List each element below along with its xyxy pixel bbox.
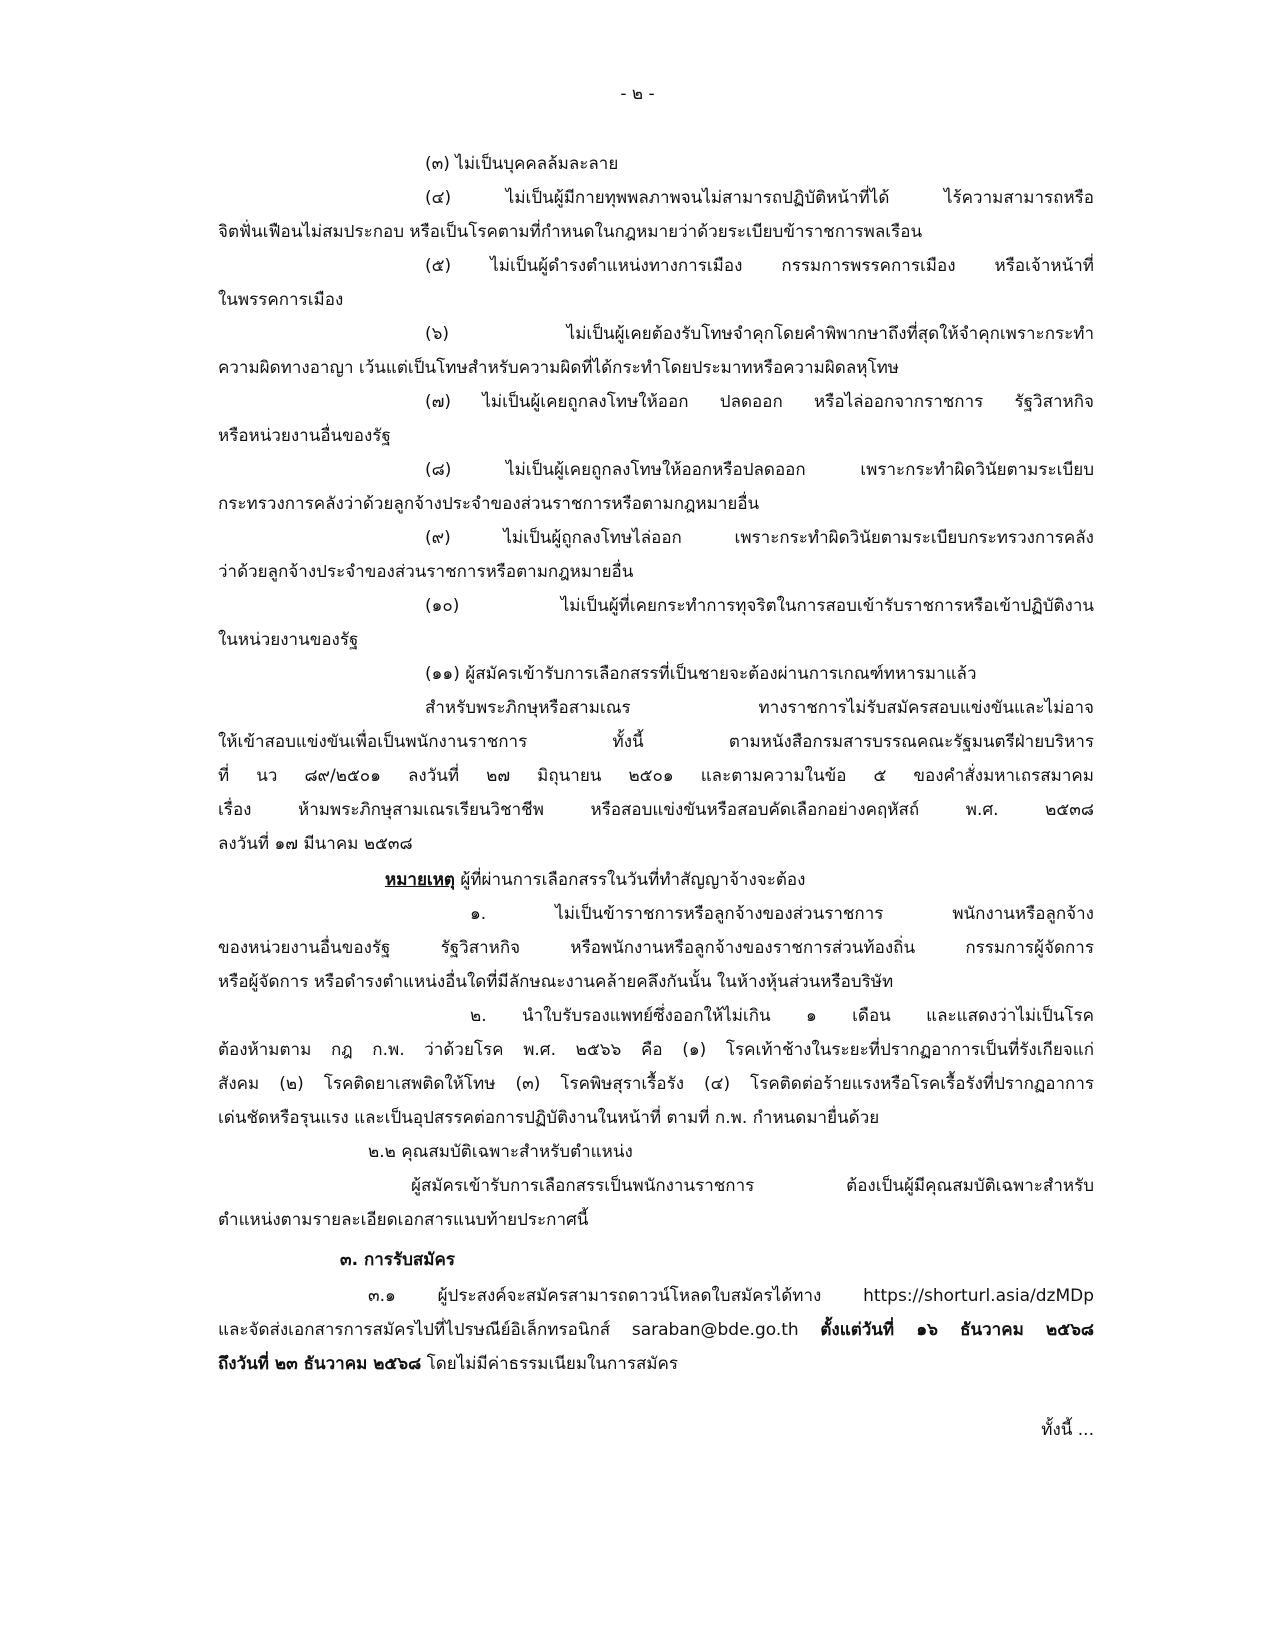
email-text: และจัดส่งเอกสารการสมัครไปที่ไปรษณีย์อิเล็กทรอนิกส์ saraban@bde.go.th — [218, 1320, 821, 1340]
item-4-line-2: จิตฟั่นเฟือนไม่สมประกอบ หรือเป็นโรคตามที่กำหนดในกฎหมายว่าด้วยระเบียบข้าราชการพลเรือน — [218, 222, 923, 242]
item-9-line-2: ว่าด้วยลูกจ้างประจำของส่วนราชการหรือตามกฎหมายอื่น — [218, 562, 634, 582]
note-2-line-2: ต้องห้ามตาม กฎ ก.พ. ว่าด้วยโรค พ.ศ. ๒๕๖๖ คือ (๑) โรคเท้าช้างในระยะที่ปรากฏอาการเป็นที่รังเกียจแก่ — [218, 1040, 1094, 1060]
item-3: (๓) ไม่เป็นบุคคลล้มละลาย — [425, 154, 619, 174]
item-6-line-1: (๖) ไม่เป็นผู้เคยต้องรับโทษจำคุกโดยคำพิพากษาถึงที่สุดให้จำคุกเพราะกระทำ — [425, 324, 1094, 344]
item-9-line-1: (๙) ไม่เป็นผู้ถูกลงโทษไล่ออก เพราะกระทำผิดวินัยตามระเบียบกระทรวงการคลัง — [425, 528, 1094, 548]
note-1-line-3: หรือผู้จัดการ หรือดำรงตำแหน่งอื่นใดที่มีลักษณะงานคล้ายคลึงกันนั้น ในห้างหุ้นส่วนหรือบริษัท — [218, 972, 894, 992]
continuation-marker: ทั้งนี้ ... — [1041, 1420, 1094, 1440]
section-2-2-line-1: ผู้สมัครเข้ารับการเลือกสรรเป็นพนักงานราชการ ต้องเป็นผู้มีคุณสมบัติเฉพาะสำหรับ — [411, 1176, 1094, 1196]
note-1-line-2: ของหน่วยงานอื่นของรัฐ รัฐวิสาหกิจ หรือพนักงานหรือลูกจ้างของราชการส่วนท้องถิ่น กรรมการผู้จัดการ — [218, 938, 1094, 958]
section-2-2-heading: ๒.๒ คุณสมบัติเฉพาะสำหรับตำแหน่ง — [368, 1142, 633, 1162]
page-number: - ๒ - — [620, 84, 655, 104]
note-2-line-3: สังคม (๒) โรคติดยาเสพติดให้โทษ (๓) โรคพิษสุราเรื้อรัง (๔) โรคติดต่อร้ายแรงหรือโรคเรื้อรังที่ปรากฏอาการ — [218, 1074, 1094, 1094]
item-5-line-2: ในพรรคการเมือง — [218, 290, 344, 310]
monk-line-4: เรื่อง ห้ามพระภิกษุสามเณรเรียนวิชาชีพ หรือสอบแข่งขันหรือสอบคัดเลือกอย่างคฤหัสถ์ พ.ศ. ๒๕๓๘ — [218, 800, 1094, 820]
note-intro: ผู้ที่ผ่านการเลือกสรรในวันที่ทำสัญญาจ้างจะต้อง — [454, 870, 806, 890]
section-3-1-line-2 — [218, 1312, 1094, 1348]
section-3-1-line-1: ๓.๑ ผู้ประสงค์จะสมัครสามารถดาวน์โหลดใบสมัครได้ทาง https://shorturl.asia/dzMDp — [368, 1286, 1094, 1306]
item-4-line-1: (๔) ไม่เป็นผู้มีกายทุพพลภาพจนไม่สามารถปฏิบัติหน้าที่ได้ ไร้ความสามารถหรือ — [425, 188, 1094, 208]
monk-line-5: ลงวันที่ ๑๗ มีนาคม ๒๕๓๘ — [218, 834, 413, 854]
item-5-line-1: (๕) ไม่เป็นผู้ดำรงตำแหน่งทางการเมือง กรรมการพรรคการเมือง หรือเจ้าหน้าที่ — [425, 256, 1094, 276]
item-8-line-2: กระทรวงการคลังว่าด้วยลูกจ้างประจำของส่วนราชการหรือตามกฎหมายอื่น — [218, 494, 760, 514]
note-1-line-1: ๑. ไม่เป็นข้าราชการหรือลูกจ้างของส่วนราชการ พนักงานหรือลูกจ้าง — [470, 904, 1094, 924]
item-10-line-1: (๑๐) ไม่เป็นผู้ที่เคยกระทำการทุจริตในการสอบเข้ารับราชการหรือเข้าปฏิบัติงาน — [425, 596, 1094, 616]
note-heading — [385, 862, 1094, 898]
monk-line-2: ให้เข้าสอบแข่งขันเพื่อเป็นพนักงานราชการ ทั้งนี้ ตามหนังสือกรมสารบรรณคณะรัฐมนตรีฝ่ายบริหาร — [218, 732, 1094, 752]
item-6-line-2: ความผิดทางอาญา เว้นแต่เป็นโทษสำหรับความผิดที่ได้กระทำโดยประมาทหรือความผิดลหุโทษ — [218, 358, 900, 378]
monk-line-1: สำหรับพระภิกษุหรือสามเณร ทางราชการไม่รับสมัครสอบแข่งขันและไม่อาจ — [425, 698, 1094, 718]
item-7-line-1: (๗) ไม่เป็นผู้เคยถูกลงโทษให้ออก ปลดออก หรือไล่ออกจากราชการ รัฐวิสาหกิจ — [425, 392, 1094, 412]
start-date: ตั้งแต่วันที่ ๑๖ ธันวาคม ๒๕๖๘ — [820, 1320, 1094, 1340]
section-2-2-line-2: ตำแหน่งตามรายละเอียดเอกสารแนบท้ายประกาศนี้ — [218, 1210, 589, 1230]
item-10-line-2: ในหน่วยงานของรัฐ — [218, 630, 359, 650]
section-3-1-line-3 — [218, 1346, 1094, 1382]
monk-line-3: ที่ นว ๘๙/๒๕๐๑ ลงวันที่ ๒๗ มิถุนายน ๒๕๐๑ และตามความในข้อ ๕ ของคำสั่งมหาเถรสมาคม — [218, 766, 1094, 786]
note-label: หมายเหตุ — [385, 870, 455, 890]
note-2-line-1: ๒. นำใบรับรองแพทย์ซึ่งออกให้ไม่เกิน ๑ เดือน และแสดงว่าไม่เป็นโรค — [470, 1006, 1094, 1026]
end-date: ถึงวันที่ ๒๓ ธันวาคม ๒๕๖๘ — [218, 1354, 422, 1374]
note-2-line-4: เด่นชัดหรือรุนแรง และเป็นอุปสรรคต่อการปฏิบัติงานในหน้าที่ ตามที่ ก.พ. กำหนดมายื่นด้วย — [218, 1108, 880, 1128]
item-8-line-1: (๘) ไม่เป็นผู้เคยถูกลงโทษให้ออกหรือปลดออก เพราะกระทำผิดวินัยตามระเบียบ — [425, 460, 1094, 480]
section-3-heading: ๓. การรับสมัคร — [340, 1250, 455, 1270]
item-11: (๑๑) ผู้สมัครเข้ารับการเลือกสรรที่เป็นชายจะต้องผ่านการเกณฑ์ทหารมาแล้ว — [425, 664, 977, 684]
item-7-line-2: หรือหน่วยงานอื่นของรัฐ — [218, 426, 391, 446]
no-fee-text: โดยไม่มีค่าธรรมเนียมในการสมัคร — [421, 1354, 679, 1374]
